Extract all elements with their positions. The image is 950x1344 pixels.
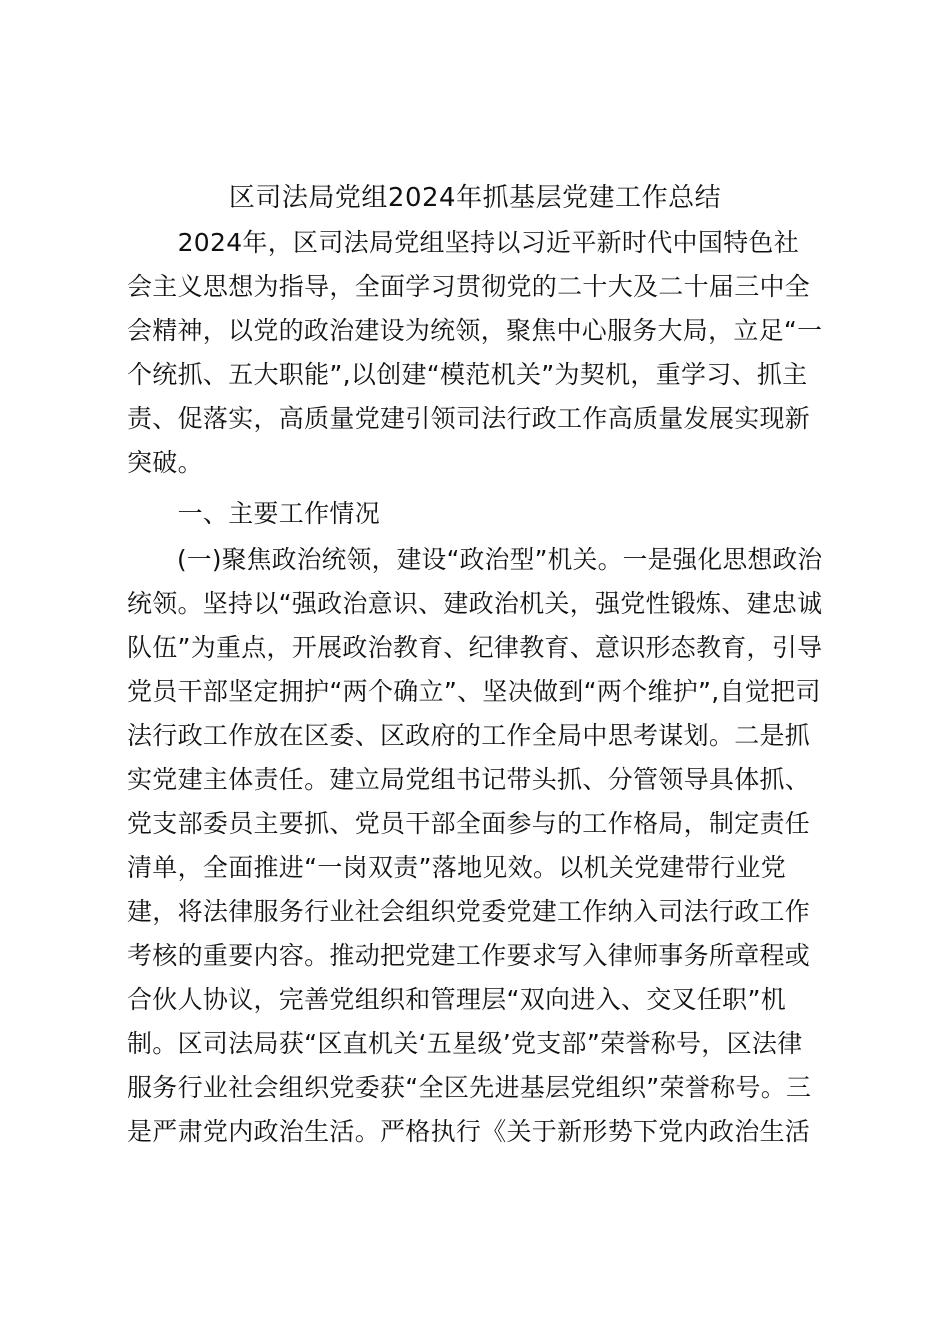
text-line-14: 党支部委员主要抓、党员干部全面参与的工作格局，制定责任 <box>127 809 811 838</box>
text-line-16: 建，将法律服务行业社会组织党委党建工作纳入司法行政工作 <box>127 897 811 926</box>
text-line-12: 法行政工作放在区委、区政府的工作全局中思考谋划。二是抓 <box>127 721 811 750</box>
text-line-3: 会精神，以党的政治建设为统领，聚焦中心服务大局，立足“一 <box>127 316 823 345</box>
text-line-2: 会主义思想为指导，全面学习贯彻党的二十大及二十届三中全 <box>127 272 811 301</box>
document-title: 区司法局党组2024年抓基层党建工作总结 <box>228 183 722 213</box>
text-line-6: 突破。 <box>127 448 203 477</box>
text-line-10: 队伍”为重点，开展政治教育、纪律教育、意识形态教育，引导 <box>127 633 823 662</box>
text-line-5: 责、促落实，高质量党建引领司法行政工作高质量发展实现新 <box>127 404 811 433</box>
section-heading-1: 一、主要工作情况 <box>127 499 381 528</box>
text-line-21: 是严肃党内政治生活。严格执行《关于新形势下党内政治生活 <box>127 1117 811 1146</box>
text-line-11: 党员干部坚定拥护“两个确立”、坚决做到“两个维护”,自觉把司 <box>127 677 821 706</box>
text-line-18: 合伙人协议，完善党组织和管理层“双向进入、交叉任职”机 <box>127 985 787 1014</box>
text-line-8: (一)聚焦政治统领，建设“政治型”机关。一是强化思想政治 <box>127 545 823 574</box>
text-line-20: 服务行业社会组织党委获“全区先进基层党组织”荣誉称号。三 <box>127 1073 812 1102</box>
text-line-17: 考核的重要内容。推动把党建工作要求写入律师事务所章程或 <box>127 941 811 970</box>
text-line-9: 统领。坚持以“强政治意识、建政治机关，强党性锻炼、建忠诚 <box>127 589 823 618</box>
text-line-1: 2024年，区司法局党组坚持以习近平新时代中国特色社 <box>127 228 800 257</box>
text-line-15: 清单，全面推进“一岗双责”落地见效。以机关党建带行业党 <box>127 853 787 882</box>
text-line-13: 实党建主体责任。建立局党组书记带头抓、分管领导具体抓、 <box>127 765 811 794</box>
text-line-19: 制。区司法局获“区直机关‘五星级’党支部”荣誉称号，区法律 <box>127 1029 803 1058</box>
text-line-4: 个统抓、五大职能”,以创建“模范机关”为契机，重学习、抓主 <box>127 360 808 389</box>
